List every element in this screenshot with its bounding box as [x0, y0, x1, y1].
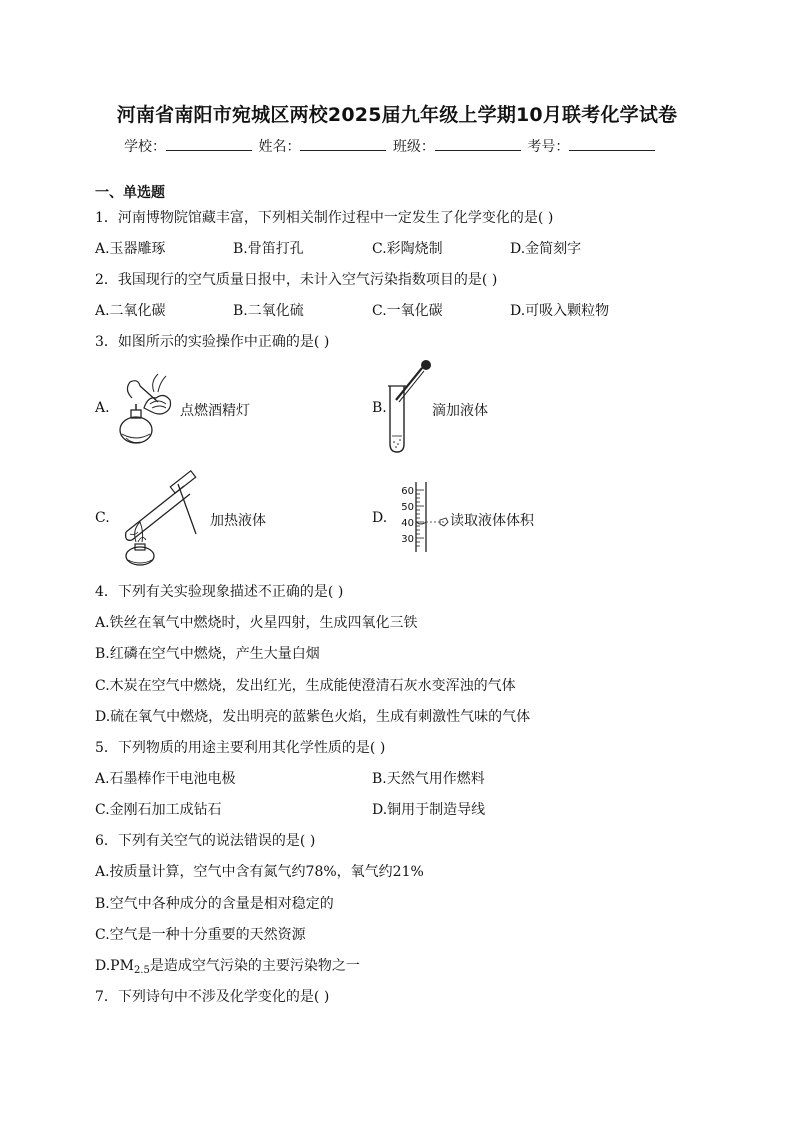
q5-option-c: C.金刚石加工成钻石	[95, 802, 222, 818]
scale-label: 50	[401, 502, 414, 513]
section-heading: 一、单选题	[95, 185, 165, 201]
school-blank	[166, 136, 252, 151]
cylinder-scale	[392, 484, 414, 548]
question-2-stem: 2．我国现行的空气质量日报中，未计入空气污染指数项目的是( )	[95, 272, 498, 288]
q2-option-a: A.二氧化碳	[95, 303, 166, 319]
scale-label: 30	[401, 534, 414, 545]
q3-figure-b-caption: 滴加液体	[432, 403, 488, 419]
question-1-stem: 1．河南博物院馆藏丰富，下列相关制作过程中一定发生了化学变化的是( )	[95, 210, 554, 226]
q3-figure-d-letter: D.	[372, 510, 388, 526]
q4-option-c: C.木炭在空气中燃烧，发出红光，生成能使澄清石灰水变浑浊的气体	[95, 678, 516, 694]
q3-figure-a-letter: A.	[95, 400, 110, 416]
q5-option-b: B.天然气用作燃料	[372, 771, 485, 787]
dropper-adding-liquid-icon	[384, 358, 434, 456]
q6-option-d-suffix: 是造成空气污染的主要污染物之一	[149, 958, 360, 974]
name-label: 姓名：	[258, 139, 301, 155]
exam-title: 河南省南阳市宛城区两校2025届九年级上学期10月联考化学试卷	[116, 104, 678, 126]
q3-figure-a-caption: 点燃酒精灯	[180, 403, 250, 419]
q1-option-d: D.金简刻字	[510, 241, 582, 257]
question-7-stem: 7．下列诗句中不涉及化学变化的是( )	[95, 989, 330, 1005]
q2-option-c: C.一氧化碳	[372, 303, 443, 319]
student-info-row	[124, 136, 657, 156]
q6-option-a: A.按质量计算，空气中含有氮气约78%，氧气约21%	[95, 864, 424, 880]
q1-option-c: C.彩陶烧制	[372, 241, 443, 257]
alcohol-lamp-lighting-icon	[110, 368, 182, 450]
school-label: 学校：	[124, 139, 166, 155]
q3-figure-b-letter: B.	[372, 400, 387, 416]
q6-option-d-subscript: 2.5	[133, 965, 150, 976]
q2-option-d: D.可吸入颗粒物	[510, 303, 610, 319]
q6-option-c: C.空气是一种十分重要的天然资源	[95, 927, 306, 943]
q3-figure-c-letter: C.	[95, 510, 110, 526]
scale-label: 60	[401, 486, 414, 497]
q5-option-a: A.石墨棒作干电池电极	[95, 771, 236, 787]
q1-option-a: A.玉器雕琢	[95, 241, 166, 257]
q4-option-b: B.红磷在空气中燃烧，产生大量白烟	[95, 646, 320, 662]
class-blank	[435, 136, 521, 151]
q4-option-d: D.硫在氧气中燃烧，发出明亮的蓝紫色火焰，生成有刺激性气味的气体	[95, 709, 531, 725]
question-6-stem: 6．下列有关空气的说法错误的是( )	[95, 833, 316, 849]
question-4-stem: 4．下列有关实验现象描述不正确的是( )	[95, 584, 344, 600]
q6-option-b: B.空气中各种成分的含量是相对稳定的	[95, 896, 334, 912]
q5-option-d: D.铜用于制造导线	[372, 802, 486, 818]
q6-option-d	[95, 955, 360, 976]
q3-figure-c-caption: 加热液体	[210, 513, 266, 529]
name-blank	[300, 136, 386, 151]
q2-option-b: B.二氧化硫	[233, 303, 304, 319]
exam-no-label: 考号：	[527, 139, 570, 155]
class-label: 班级：	[392, 139, 435, 155]
question-3-stem: 3．如图所示的实验操作中正确的是( )	[95, 334, 330, 350]
exam-no-blank	[569, 136, 655, 151]
q1-option-b: B.骨笛打孔	[233, 241, 304, 257]
question-5-stem: 5．下列物质的用途主要利用其化学性质的是( )	[95, 740, 386, 756]
q3-figure-d-caption: 读取液体体积	[450, 513, 534, 529]
q6-option-d-prefix: D.PM	[95, 958, 134, 974]
heating-liquid-icon	[112, 468, 212, 568]
q4-option-a: A.铁丝在氧气中燃烧时，火星四射，生成四氧化三铁	[95, 615, 418, 631]
scale-label: 40	[401, 518, 414, 529]
